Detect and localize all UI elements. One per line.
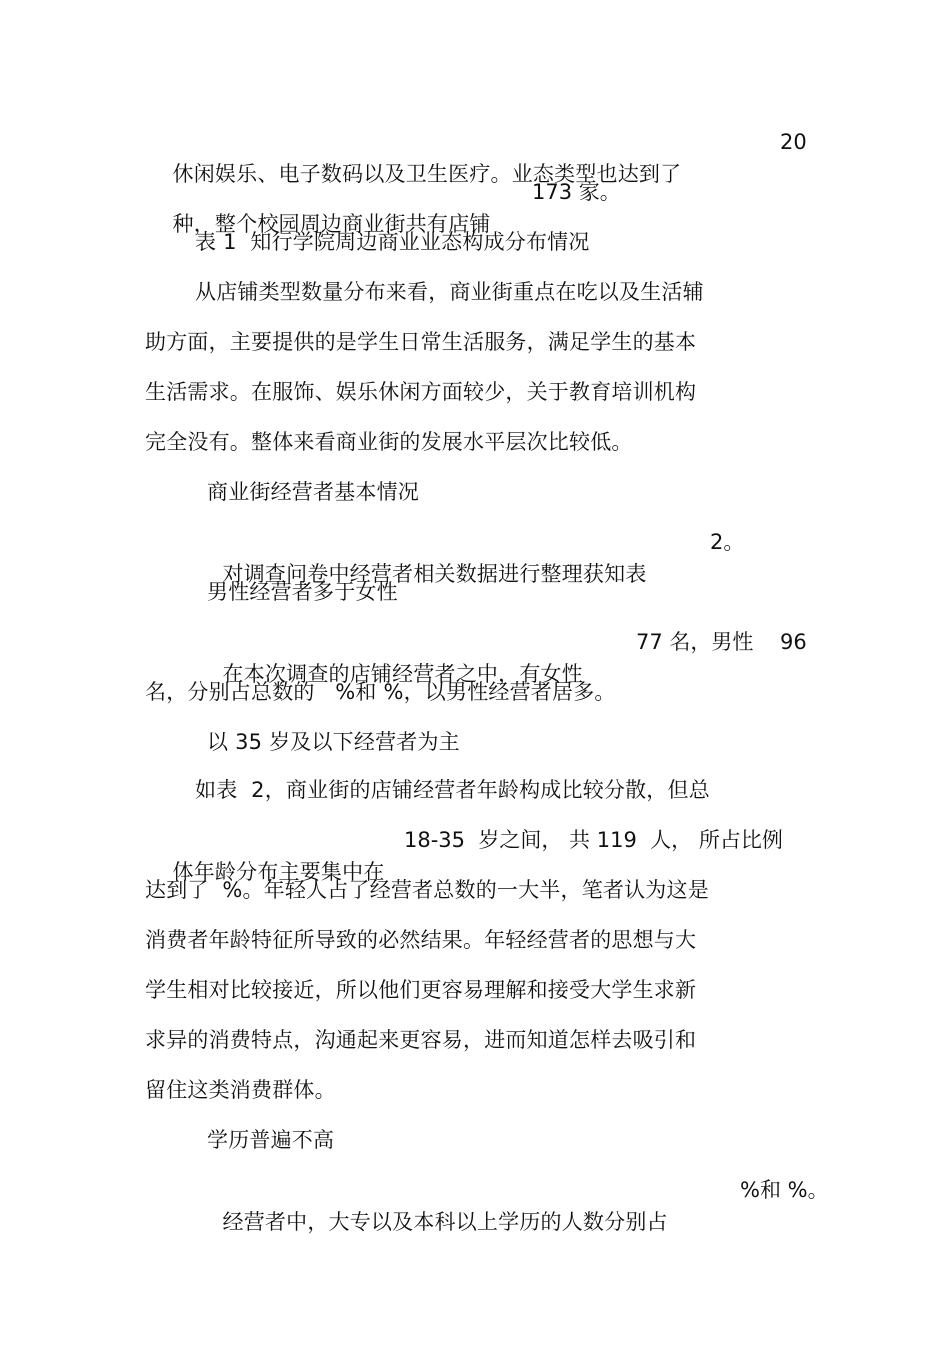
number-text: 77 名，男性: [636, 630, 754, 654]
text-segment: 经营者中，大专以及本科以上学历的人数分别占: [222, 1210, 668, 1234]
paragraph-line: 从店铺类型数量分布来看，商业街重点在吃以及生活辅: [195, 280, 704, 304]
number-text: 96: [780, 630, 807, 654]
paragraph-line: 达到了 %。年轻人占了经营者总数的一大半，笔者认为这是: [145, 878, 709, 902]
paragraph-line: [145, 824, 385, 884]
text-segment: 休闲娱乐、电子数码以及卫生医疗。业态类型也达到了: [172, 162, 682, 186]
section-heading: 商业街经营者基本情况: [207, 480, 419, 504]
paragraph-line: [195, 626, 583, 686]
paragraph-line: [195, 1174, 668, 1234]
number-text: 173 家。: [532, 180, 621, 204]
number-text: 20: [780, 130, 807, 154]
paragraph-line: 生活需求。在服饰、娱乐休闲方面较少，关于教育培训机构: [145, 380, 697, 404]
paragraph-line: 如表 2，商业街的店铺经营者年龄构成比较分散，但总: [195, 778, 710, 802]
section-heading: 学历普遍不高: [207, 1128, 335, 1152]
number-text: 18-35 岁之间， 共 119 人， 所占比例: [404, 828, 783, 852]
number-text: %和 %。: [740, 1178, 829, 1202]
section-heading: 以 35 岁及以下经营者为主: [207, 730, 460, 754]
paragraph-line: 完全没有。整体来看商业街的发展水平层次比较低。: [145, 430, 633, 454]
text-segment: 在本次调查的店铺经营者之中，有女性: [222, 662, 583, 686]
section-heading: 男性经营者多于女性: [207, 580, 398, 604]
table-caption: 表 1 知行学院周边商业业态构成分布情况: [195, 230, 590, 254]
paragraph-line: 助方面，主要提供的是学生日常生活服务，满足学生的基本: [145, 330, 697, 354]
text-segment: 对调查问卷中经营者相关数据进行整理获知表: [222, 562, 647, 586]
paragraph-line: 名，分别占总数的 %和 %，以男性经营者居多。: [145, 680, 616, 704]
paragraph-line: 求异的消费特点，沟通起来更容易，进而知道怎样去吸引和: [145, 1028, 697, 1052]
paragraph-line: 消费者年龄特征所导致的必然结果。年轻经营者的思想与大: [145, 928, 697, 952]
paragraph-line: [195, 526, 647, 586]
text-segment: 种，整个校园周边商业街共有店铺: [172, 212, 491, 236]
number-text: 2。: [710, 530, 745, 554]
paragraph-line: [145, 176, 491, 236]
paragraph-line: 留住这类消费群体。: [145, 1078, 336, 1102]
paragraph-line: 学生相对比较接近，所以他们更容易理解和接受大学生求新: [145, 978, 697, 1002]
paragraph-line: [145, 126, 682, 186]
text-segment: 体年龄分布主要集中在: [172, 860, 385, 884]
